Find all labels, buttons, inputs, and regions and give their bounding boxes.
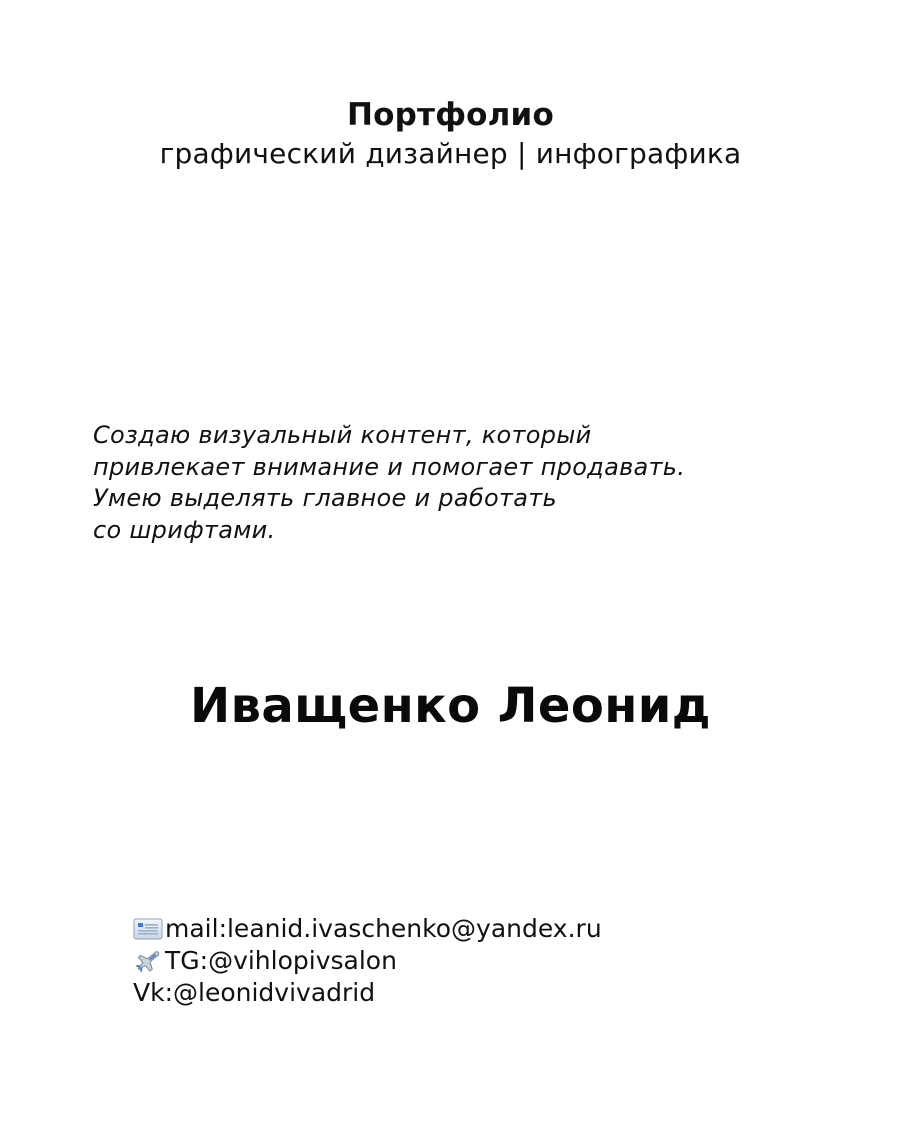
envelope-icon: [133, 916, 163, 942]
about-line: со шрифтами.: [93, 515, 276, 544]
about-line: Создаю визуальный контент, который: [93, 421, 592, 449]
contact-vk[interactable]: [133, 977, 602, 1009]
about-line: привлекает внимание и помогает продавать.: [93, 452, 686, 481]
contact-telegram-text: TG:@vihlopivsalon: [165, 946, 397, 975]
page-subtitle: графический дизайнер | инфографика: [159, 137, 742, 170]
contacts-block: [133, 913, 602, 1009]
contact-telegram[interactable]: [133, 945, 602, 977]
contact-vk-text: Vk:@leonidvivadrid: [133, 978, 376, 1007]
airplane-icon: [133, 948, 163, 974]
about-line: Умею выделять главное и работать: [93, 484, 557, 512]
contact-mail-text: mail:leanid.ivaschenko@yandex.ru: [165, 914, 602, 943]
page-title: Портфолио: [347, 97, 554, 133]
contact-mail[interactable]: [133, 913, 602, 945]
author-name: Иващенко Леонид: [190, 678, 711, 734]
about-text: [93, 420, 873, 546]
